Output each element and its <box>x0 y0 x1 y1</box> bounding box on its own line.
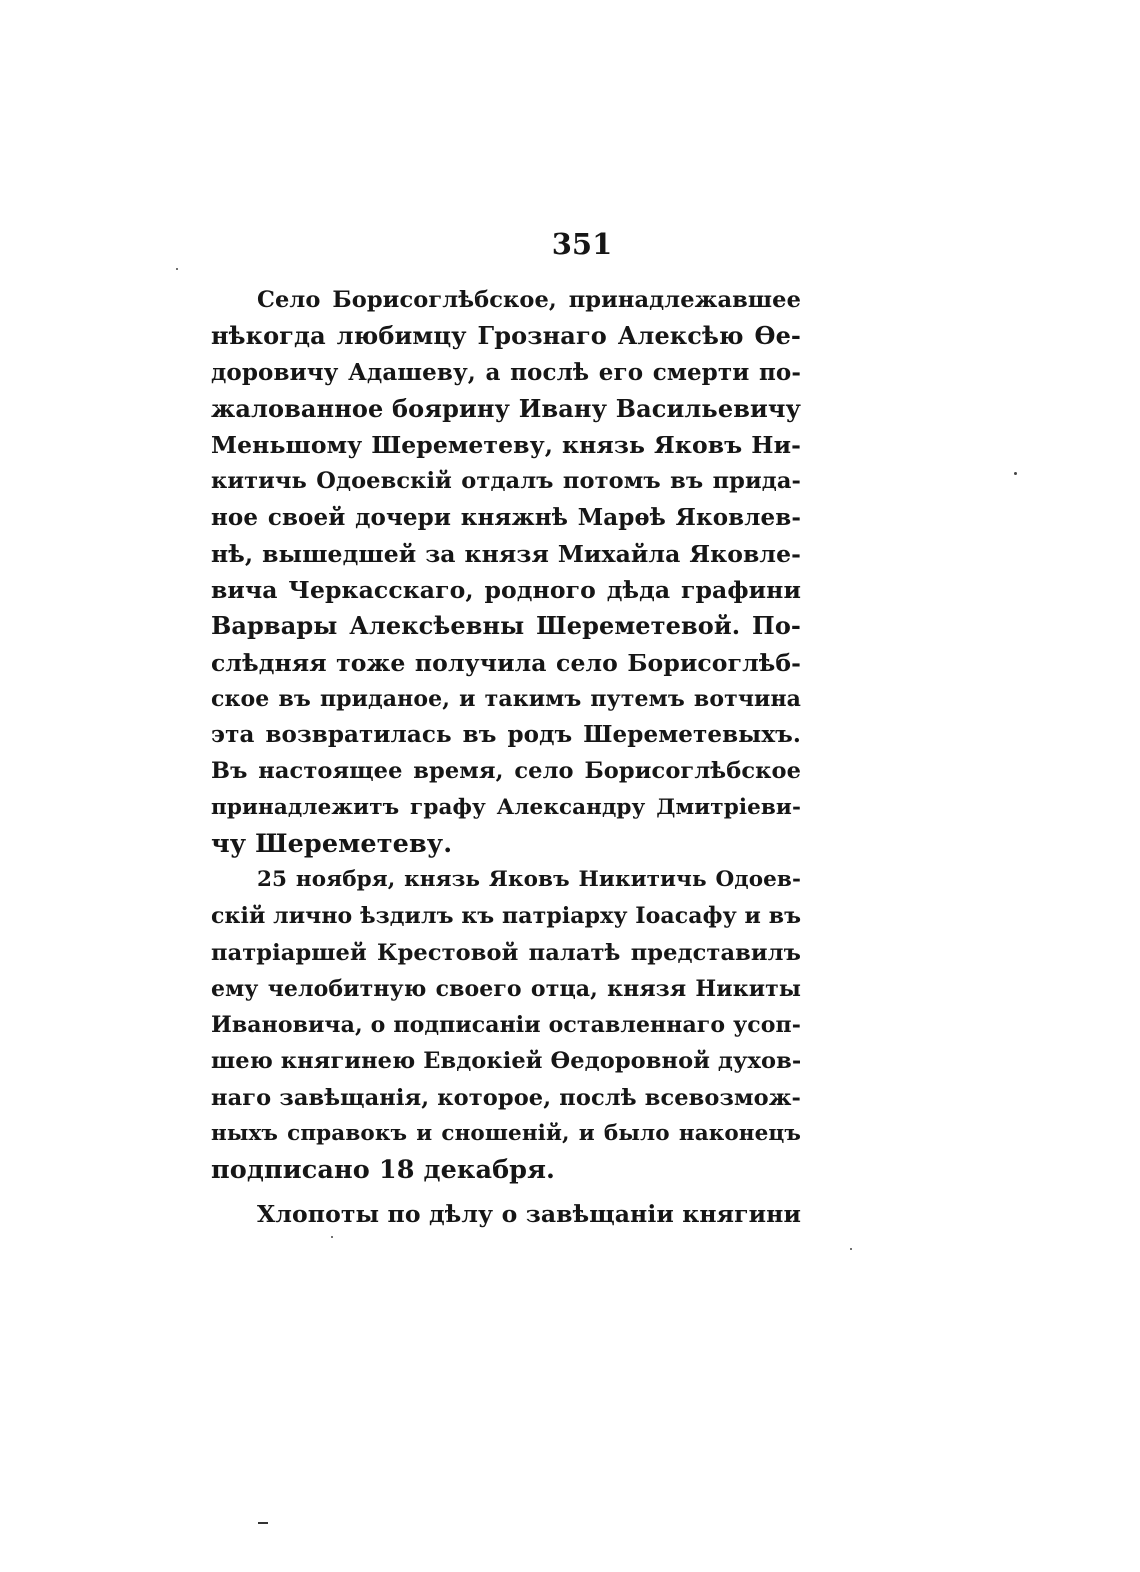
scan-speck <box>331 1236 333 1238</box>
text-line: Меньшому Шереметеву, князь Яковъ Ни- <box>211 431 801 459</box>
text-line: Ивановича, о подписаніи оставленнаго усоп- <box>211 1012 801 1038</box>
paragraph-gap <box>211 1188 801 1196</box>
scan-speck <box>176 268 178 270</box>
text-line: ское въ приданое, и такимъ путемъ вотчина <box>211 685 801 712</box>
text-line: ныхъ справокъ и сношеній, и было наконецъ <box>211 1120 801 1146</box>
text-line: китичь Одоевскій отдалъ потомъ въ прида- <box>211 468 801 495</box>
text-line: наго завѣщанія, которое, послѣ всевозмож- <box>211 1084 801 1111</box>
text-line: чу Шереметеву. <box>211 828 453 859</box>
text-line: доровичу Адашеву, а послѣ его смерти по- <box>211 358 801 386</box>
text-line: подписано 18 декабря. <box>211 1155 556 1185</box>
body-text <box>211 282 801 1233</box>
text-line: патріаршей Крестовой палатѣ представилъ <box>211 939 801 966</box>
text-line: жалованное боярину Ивану Васильевичу <box>211 393 801 423</box>
text-line: Хлопоты по дѣлу о завѣщаніи княгини <box>257 1200 801 1229</box>
paragraph-3 <box>211 1196 801 1232</box>
text-line: слѣдняя тоже получила село Борисоглѣб- <box>211 648 801 677</box>
paragraph-2 <box>211 862 801 1188</box>
text-line: вича Черкасскаго, родного дѣда графини <box>211 576 801 604</box>
text-line: ное своей дочери княжнѣ Марѳѣ Яковлев- <box>211 503 801 531</box>
text-line: эта возвратилась въ родъ Шереметевыхъ. <box>211 721 801 748</box>
text-line: нѣ, вышедшей за князя Михайла Яковле- <box>211 539 801 568</box>
text-line: принадлежитъ графу Александру Дмитріеви- <box>211 794 801 820</box>
text-line: Варвары Алексѣевны Шереметевой. По- <box>211 611 801 641</box>
text-line: скій лично ѣздилъ къ патріарху Іоасафу и въ <box>211 903 802 930</box>
page-number: 351 <box>551 227 613 261</box>
text-line: Село Борисоглѣбское, принадлежавшее <box>257 287 801 313</box>
paragraph-1 <box>211 282 801 862</box>
text-line: шею княгинею Евдокіей Ѳедоровной духов- <box>211 1048 802 1075</box>
scan-mark <box>258 1522 268 1524</box>
scan-speck <box>1014 472 1017 475</box>
text-line: ему челобитную своего отца, князя Никиты <box>211 975 801 1002</box>
text-line: Въ настоящее время, село Борисоглѣбское <box>211 758 801 785</box>
text-line: нѣкогда любимцу Грознаго Алексѣю Ѳе- <box>211 321 801 351</box>
text-line: 25 ноября, князь Яковъ Никитичь Одоев- <box>257 867 801 892</box>
scan-speck <box>850 1248 852 1250</box>
